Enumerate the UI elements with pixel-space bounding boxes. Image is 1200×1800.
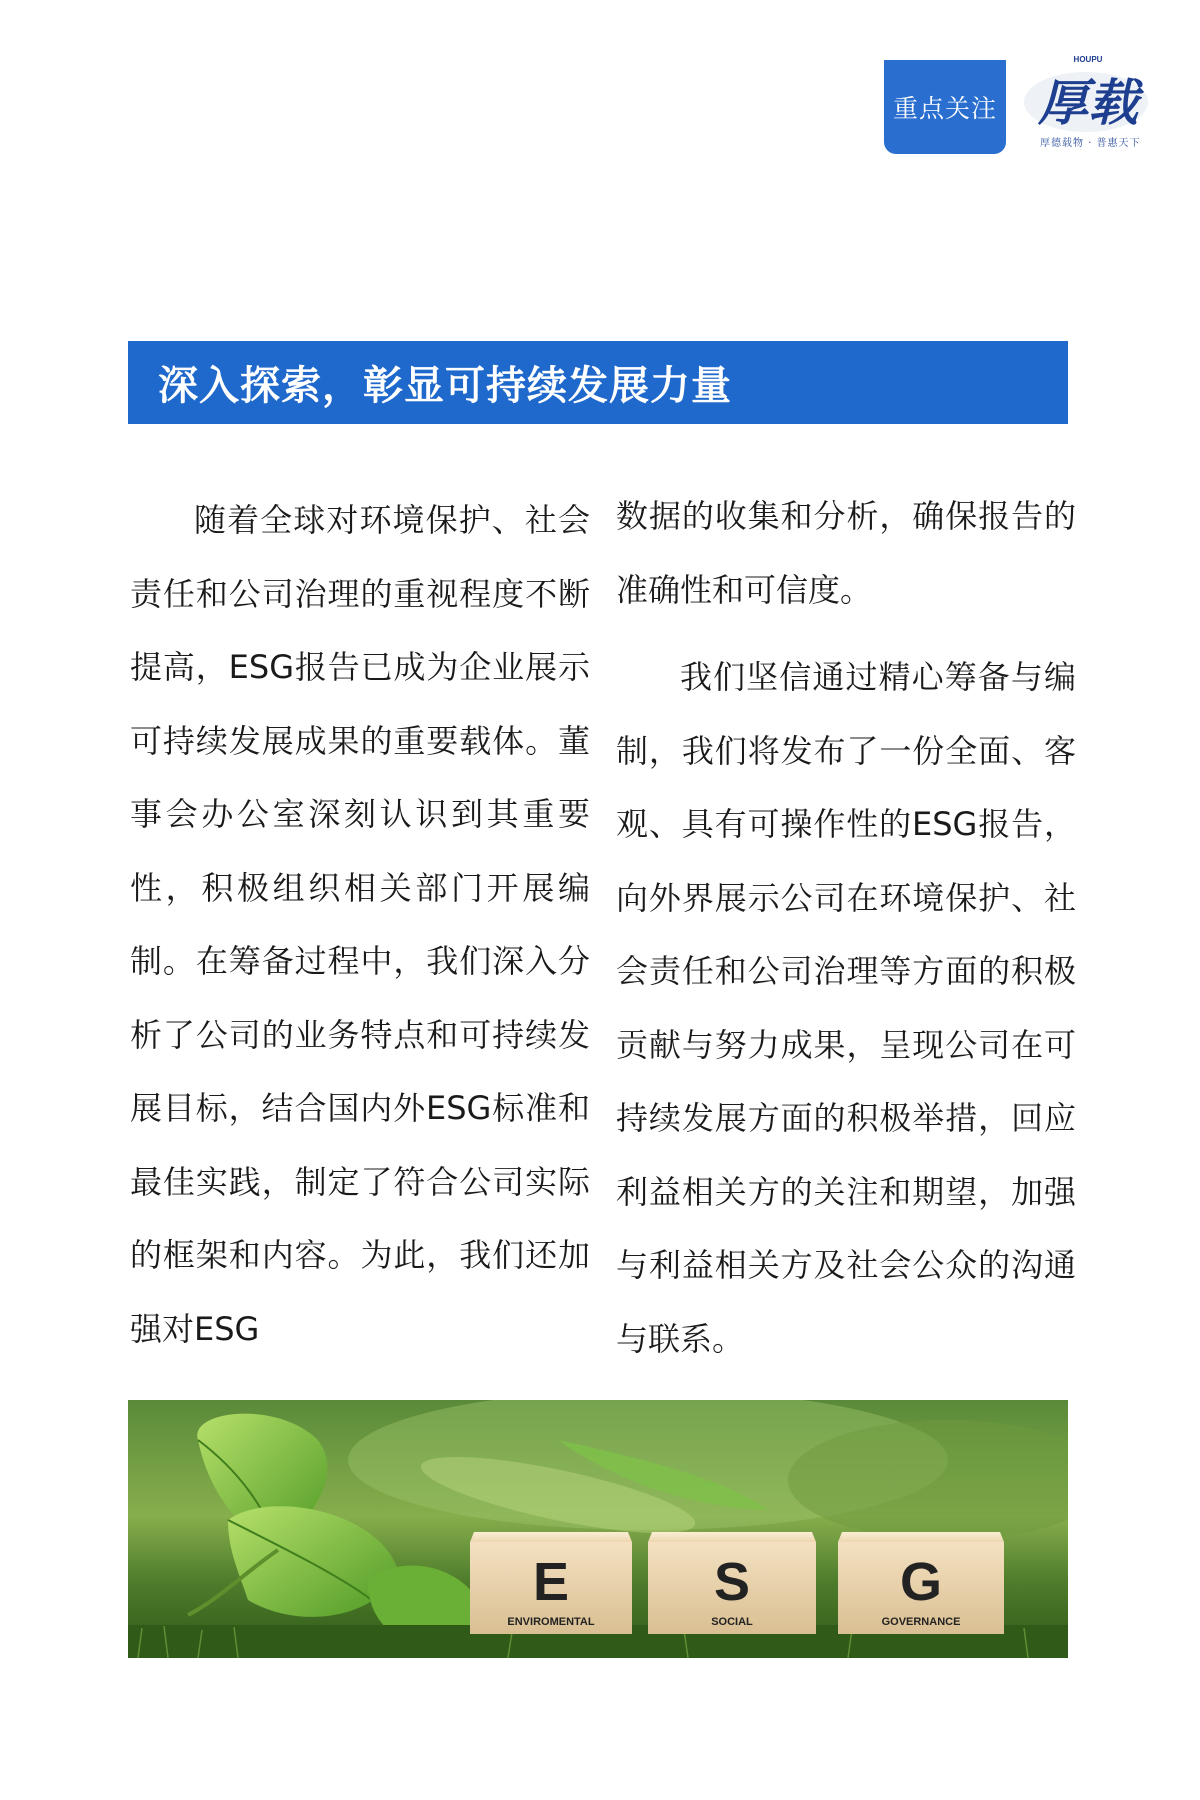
logo-text: 厚载 — [1038, 73, 1138, 132]
esg-block-caption: ENVIROMENTAL — [507, 1616, 595, 1628]
esg-photo-graphic — [128, 1400, 1068, 1658]
section-tab-label: 重点关注 — [892, 94, 997, 123]
esg-block-letter: G — [899, 1552, 943, 1612]
esg-block-g — [838, 1532, 1004, 1634]
article-column-right — [616, 480, 1076, 1376]
section-tab — [884, 60, 1006, 154]
section-banner — [128, 341, 1068, 424]
esg-block-s — [648, 1532, 816, 1634]
esg-block-caption: GOVERNANCE — [881, 1616, 961, 1628]
esg-block-letter: E — [532, 1552, 570, 1612]
esg-block-e — [470, 1532, 632, 1634]
article-paragraph: 我们坚信通过精心筹备与编制，我们将发布了一份全面、客观、具有可操作性的ESG报告，向外界展示公司在环境保护、社会责任和公司治理等方面的积极贡献与努力成果，呈现公司在可持续发展方面的积极举措，回应利益相关方的关注和期望，加强与利益相关方及社会公众的沟通与联系。 — [616, 658, 1076, 1358]
logo-slogan: 厚德载物 · 普惠天下 — [1040, 138, 1141, 149]
article-paragraph: 数据的收集和分析，确保报告的准确性和可信度。 — [616, 497, 1076, 609]
esg-block-letter: S — [713, 1552, 751, 1612]
company-logo — [1018, 52, 1158, 152]
esg-block-caption: SOCIAL — [711, 1616, 753, 1628]
esg-photo — [128, 1400, 1068, 1658]
article-column-left — [130, 484, 590, 1366]
article-paragraph: 随着全球对环境保护、社会责任和公司治理的重视程度不断提高，ESG报告已成为企业展示可持续发展成果的重要载体。董事会办公室深刻认识到其重要性，积极组织相关部门开展编制。在筹备过程中，我们深入分析了公司的业务特点和可持续发展目标，结合国内外ESG标准和最佳实践，制定了符合公司实际的框架和内容。为此，我们还加强对ESG — [130, 501, 590, 1348]
logo-brand: HOUPU — [1073, 55, 1103, 64]
paragraph-gap — [616, 627, 1076, 641]
section-title: 深入探索，彰显可持续发展力量 — [158, 363, 732, 409]
